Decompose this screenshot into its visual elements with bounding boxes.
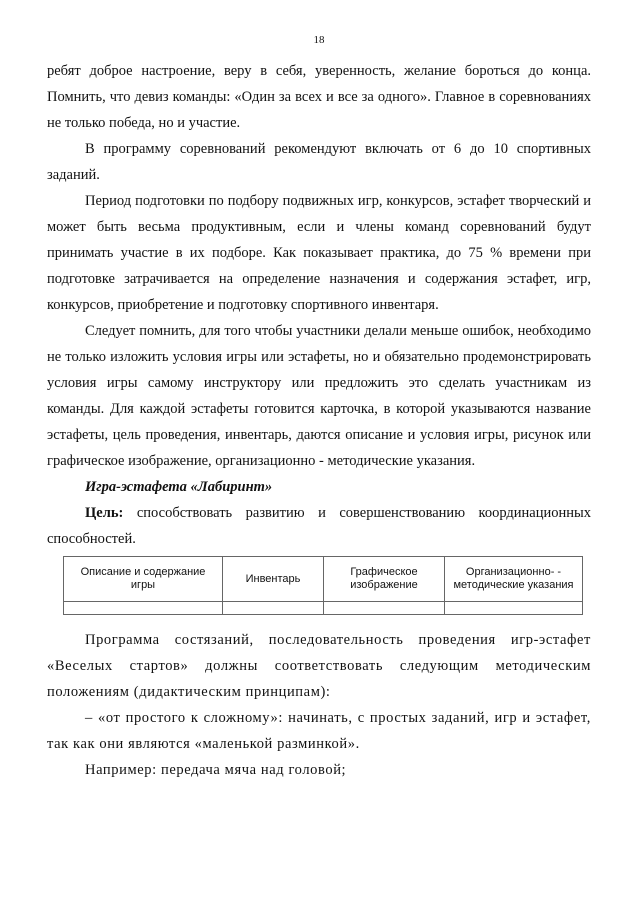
paragraph-program-tasks: В программу соревнований рекомендуют включать от 6 до 10 спортивных заданий.: [47, 141, 591, 183]
game-card-table: [63, 556, 583, 615]
table-cell: [64, 602, 223, 615]
goal-paragraph: [47, 500, 591, 552]
table-header-row: [64, 557, 583, 602]
page-number: 18: [313, 34, 325, 46]
paragraph-program-sequence: Программа состязаний, последовательность проведения игр-эстафет «Веселых стартов» должны соответствовать следующим методическим положениям (дидактическим принципам):: [47, 632, 591, 700]
paragraph-intro-continued: ребят доброе настроение, веру в себя, уверенность, желание бороться до конца. Помнить, что девиз команды: «Один за всех и все за одного». Главное в соревнованиях не только победа, но и участие.: [47, 63, 591, 131]
table-header-equipment: Инвентарь: [223, 557, 324, 602]
goal-label: Цель:: [85, 505, 124, 521]
paragraph-simple-to-complex: – «от простого к сложному»: начинать, с простых заданий, игр и эстафет, так как они являются «маленькой разминкой».: [47, 710, 591, 752]
paragraph-game-card: Следует помнить, для того чтобы участники делали меньше ошибок, необходимо не только изложить условия игры или эстафеты, но и обязательно продемонстрировать условия игры самому инструктору или предложить это сделать участникам из команды. Для каждой эстафеты готовится карточка, в которой указываются название эстафеты, цель проведения, инвентарь, даются описание и условия игры, рисунок или графическое изображение, организационно - методические указания.: [47, 323, 591, 469]
table-header-guidelines: Организационно- - методические указания: [445, 557, 583, 602]
document-body: [47, 58, 591, 783]
goal-text: способствовать развитию и совершенствованию координационных способностей.: [47, 505, 591, 547]
paragraph-example: Например: передача мяча над головой;: [85, 762, 347, 778]
table-header-description: Описание и содержание игры: [64, 557, 223, 602]
game-title: Игра-эстафета «Лабиринт»: [85, 479, 273, 495]
table-cell: [223, 602, 324, 615]
table-cell: [445, 602, 583, 615]
table-header-graphic: Графическое изображение: [324, 557, 445, 602]
table-cell: [324, 602, 445, 615]
paragraph-preparation-period: Период подготовки по подбору подвижных игр, конкурсов, эстафет творческий и может быть весьма продуктивным, если и члены команд соревнований будут принимать участие в их подборе. Как показывает практика, до 75 % времени при подготовке затрачивается на определение назначения и содержания эстафет, игр, конкурсов, приобретение и подготовку спортивного инвентаря.: [47, 193, 591, 313]
table-row: [64, 602, 583, 615]
